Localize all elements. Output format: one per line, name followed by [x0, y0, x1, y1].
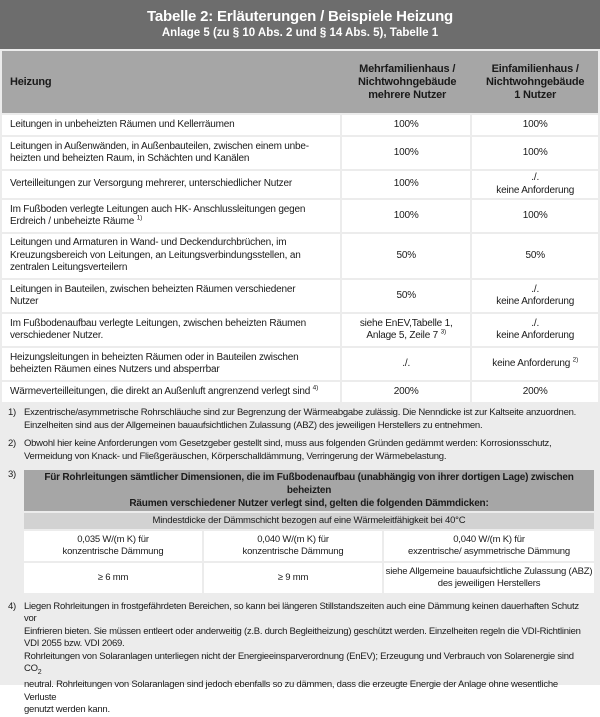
cell-text: 100% — [393, 178, 419, 190]
footnote-text — [24, 438, 592, 463]
sub-heading-line: Räumen verschiedener Nutzer verlegt sind, gelten die folgenden Dämmdicken: — [129, 497, 489, 509]
cell-line — [343, 178, 469, 191]
cell-text: 200% — [522, 385, 548, 397]
cell-line — [343, 119, 469, 132]
table-row — [2, 348, 598, 380]
cell-text: Kreuzungsbereich von Leitungen, an Leitungsverbindungsstellen, an — [10, 249, 301, 261]
row-value-efh — [472, 348, 598, 380]
footnote-line: Obwohl hier keine Anforderungen vom Gesetzgeber gestellt sind, muss aus folgenden Gründen gedämmt werden: Korrosionsschutz, — [24, 438, 552, 449]
footnote-number: 3) — [8, 469, 16, 480]
row-value-efh — [472, 115, 598, 135]
footnote-text — [24, 601, 592, 717]
cell-line: ≥ 6 mm — [97, 571, 129, 583]
cell-line: 0,040 W/(m K) für — [257, 533, 329, 545]
footnote-line: Einzelheiten sind aus der Allgemeinen bauaufsichtlichen Zulassung (ABZ) des jeweiligen Herstellers zu entnehmen. — [24, 419, 483, 431]
cell-text: Verteilleitungen zur Versorgung mehrerer, unterschiedlicher Nutzer — [10, 178, 292, 190]
cell-text: 100% — [393, 209, 419, 221]
row-description — [2, 382, 342, 402]
cell-line — [10, 216, 332, 229]
table-row — [2, 137, 598, 169]
footnote-fragment: Rohrleitungen von Solaranlagen unterliegen nicht der Energieeinsparverordnung (EnEV); Erzeugung und Verbrauch von Solarenergie sind CO — [24, 650, 574, 674]
insulation-table — [2, 49, 598, 404]
row-description — [2, 348, 342, 380]
row-description — [2, 314, 342, 346]
header-mehrfamilienhaus — [342, 51, 472, 113]
cell-text: 100% — [522, 146, 548, 158]
cell-line — [343, 290, 469, 303]
cell-line — [343, 147, 469, 160]
cell-text: 100% — [393, 146, 419, 158]
cell-text: Leitungen und Armaturen in Wand- und Deckendurchbrüchen, im — [10, 237, 287, 249]
row-description — [2, 137, 342, 169]
cell-line: des jeweiligen Herstellers — [437, 577, 541, 589]
cell-line — [10, 262, 332, 275]
footnote-number: 1) — [8, 407, 16, 418]
footnote-1 — [8, 407, 592, 432]
sub-caption-row — [24, 513, 594, 529]
sub-col-value — [384, 563, 594, 593]
title-bar — [0, 0, 600, 49]
cell-text: siehe EnEV,Tabelle 1, — [359, 317, 453, 329]
sub-col-head — [204, 531, 384, 561]
row-description — [2, 200, 342, 232]
cell-text: Nutzer — [10, 296, 39, 307]
footnote-line: Liegen Rohrleitungen in frostgefährdeten Bereichen, so kann bei längeren Stillstandszeiten auch eine Dämmung keinen dauerhaften Schutz vor — [24, 600, 579, 624]
cell-text: Erdreich / unbeheizte Räume — [10, 216, 135, 227]
footnote-number: 4) — [8, 600, 16, 612]
cell-text: Heizungsleitungen in beheizten Räumen oder in Bauteilen zwischen — [10, 351, 299, 363]
cell-text: keine Anforderung — [496, 184, 575, 196]
row-value-efh — [472, 234, 598, 278]
cell-line — [473, 284, 597, 297]
table-title: Tabelle 2: Erläuterungen / Beispiele Heizung — [147, 8, 453, 25]
footnote-ref: 2) — [572, 356, 579, 364]
row-value-mfh — [342, 200, 472, 232]
table-row — [2, 200, 598, 232]
cell-line — [473, 119, 597, 132]
footnote-line: Einfrieren bieten. Sie müssen entleert oder anderweitig (z.B. durch Begleitheizung) geschützt werden. Einzelheiten regeln die VDI-Richtlinien — [24, 625, 581, 637]
cell-line: siehe Allgemeine bauaufsichtliche Zulassung (ABZ) — [385, 565, 593, 577]
cell-line — [473, 250, 597, 263]
row-description — [2, 280, 342, 312]
cell-line: ≥ 9 mm — [277, 571, 309, 583]
header-line: Mehrfamilienhaus / — [359, 62, 456, 75]
table-row — [2, 171, 598, 198]
cell-text: ./. — [531, 172, 540, 183]
row-value-efh — [472, 382, 598, 402]
cell-line — [10, 141, 332, 154]
cell-text: heizten und beheizten Raum, in Schächten und Kanälen — [10, 153, 250, 164]
cell-line — [10, 119, 332, 132]
row-value-mfh — [342, 171, 472, 198]
sub-heading-row — [24, 470, 594, 511]
cell-line — [473, 210, 597, 223]
table-body — [2, 115, 598, 402]
cell-line — [10, 296, 332, 309]
cell-line — [10, 204, 332, 217]
cell-line — [10, 153, 332, 166]
cell-line: 0,035 W/(m K) für — [77, 533, 149, 545]
footnote-text — [24, 407, 592, 432]
cell-line: exzentrische/ asymmetrische Dämmung — [408, 545, 570, 557]
header-line: mehrere Nutzer — [368, 88, 447, 101]
sub-col-head — [24, 531, 204, 561]
footnote-line: Exzentrische/asymmetrische Rohrschläuche sind zur Begrenzung der Wärmeabgabe zulässig. Die Nenndicke ist zur Kaltseite anzuordnen. — [24, 407, 577, 418]
sub-heading-line: Für Rohrleitungen sämtlicher Dimensionen, die im Fußbodenaufbau (unabhängig von ihrer dortigen Lage) zwischen beheizten — [44, 471, 574, 496]
row-value-mfh — [342, 280, 472, 312]
row-description — [2, 234, 342, 278]
footnote-ref: 3) — [440, 328, 446, 336]
cell-line — [343, 250, 469, 263]
footnotes-cont — [0, 601, 600, 717]
sub-col-value — [24, 563, 204, 593]
sub-heading — [24, 470, 594, 511]
cell-line — [10, 178, 332, 191]
row-value-efh — [472, 137, 598, 169]
cell-line — [343, 330, 469, 343]
cell-line — [10, 250, 332, 263]
footnote-line: neutral. Rohrleitungen von Solaranlagen sind jedoch ebenfalls so zu dämmen, dass die erzeugte Energie der Anlage ohne wesentliche Verluste — [24, 679, 558, 703]
cell-text: 50% — [525, 249, 545, 261]
footnote-ref: 1) — [136, 214, 143, 222]
header-line: Einfamilienhaus / — [491, 62, 579, 75]
cell-text: verschiedener Nutzer. — [10, 330, 104, 341]
table-row — [2, 234, 598, 278]
cell-text: beheizten Räumen eines Nutzers und absperrbar — [10, 364, 220, 375]
footnote-4 — [8, 601, 592, 717]
sub-conductivity-row — [24, 531, 594, 561]
cell-text: ./. — [531, 317, 540, 329]
table-subtitle: Anlage 5 (zu § 10 Abs. 2 und § 14 Abs. 5), Tabelle 1 — [161, 27, 439, 39]
cell-text: 100% — [393, 118, 419, 130]
footnote-2 — [8, 438, 592, 463]
sub-col-value — [204, 563, 384, 593]
cell-text: Leitungen in Bauteilen, zwischen beheizten Räumen verschiedener — [10, 283, 296, 295]
cell-line — [473, 318, 597, 331]
cell-line — [10, 284, 332, 297]
cell-text: 100% — [522, 118, 548, 130]
cell-line — [473, 386, 597, 399]
row-value-mfh — [342, 137, 472, 169]
header-line: Nichtwohngebäude — [358, 75, 457, 88]
footnote-line — [24, 651, 592, 680]
header-heizung: Heizung — [2, 51, 342, 113]
cell-line: 0,040 W/(m K) für — [453, 533, 525, 545]
cell-text: Anlage 5, Zeile 7 — [366, 330, 439, 341]
cell-text: 200% — [393, 385, 419, 397]
row-description — [2, 115, 342, 135]
sub-col-head — [384, 531, 594, 561]
cell-line — [343, 386, 469, 399]
sub-caption: Mindestdicke der Dämmschicht bezogen auf eine Wärmeleitfähigkeit bei 40°C — [24, 513, 594, 529]
footnote-ref: 4) — [312, 384, 319, 392]
row-value-mfh — [342, 382, 472, 402]
row-value-mfh — [342, 314, 472, 346]
row-value-efh — [472, 171, 598, 198]
cell-text: zentralen Leitungsverteilern — [10, 262, 128, 274]
insulation-thickness-table — [24, 468, 594, 595]
row-value-efh — [472, 314, 598, 346]
row-value-mfh — [342, 234, 472, 278]
cell-text: ./. — [402, 357, 411, 369]
cell-line — [473, 296, 597, 309]
cell-line — [10, 330, 332, 343]
cell-text: keine Anforderung — [496, 296, 575, 307]
cell-line — [10, 237, 332, 250]
footnote-number: 2) — [8, 438, 16, 449]
cell-line — [343, 318, 469, 331]
header-line: Nichtwohngebäude — [486, 75, 585, 88]
footnote-line: VDI 2055 bzw. VDI 2069. — [24, 638, 125, 649]
cell-line — [10, 352, 332, 365]
footnote-line: genutzt werden kann. — [24, 704, 110, 716]
cell-line — [473, 147, 597, 160]
subscript: 2 — [37, 668, 42, 676]
cell-line — [10, 318, 332, 331]
header-line: 1 Nutzer — [514, 88, 557, 101]
cell-line — [10, 364, 332, 377]
table-row — [2, 280, 598, 312]
cell-text: Leitungen in unbeheizten Räumen und Kellerräumen — [10, 118, 235, 130]
table-row — [2, 382, 598, 402]
cell-line — [473, 358, 597, 371]
cell-text: 50% — [396, 249, 416, 261]
header-einfamilienhaus — [472, 51, 598, 113]
sub-value-row — [24, 563, 594, 593]
row-value-efh — [472, 280, 598, 312]
table-header-row — [2, 51, 598, 113]
cell-line — [473, 330, 597, 343]
table-row — [2, 314, 598, 346]
cell-text: 100% — [522, 209, 548, 221]
cell-line — [343, 210, 469, 223]
row-value-efh — [472, 200, 598, 232]
cell-line — [343, 358, 469, 371]
table-row — [2, 115, 598, 135]
footnote-line: Vermeidung von Knack- und Fließgeräuschen, Körperschalldämmung, Verringerung der Wärmebelastung. — [24, 450, 447, 462]
cell-line — [473, 172, 597, 185]
cell-text: Im Fußbodenaufbau verlegte Leitungen, zwischen beheizten Räumen — [10, 317, 306, 329]
cell-text: Im Fußboden verlegte Leitungen auch HK- Anschlussleitungen gegen — [10, 203, 306, 215]
row-value-mfh — [342, 348, 472, 380]
cell-text: Wärmeverteilleitungen, die direkt an Außenluft angrenzend verlegt sind — [10, 385, 311, 397]
row-value-mfh — [342, 115, 472, 135]
cell-text: keine Anforderung — [496, 330, 575, 341]
cell-line: konzentrische Dämmung — [62, 545, 164, 557]
row-description — [2, 171, 342, 198]
cell-text: Leitungen in Außenwänden, in Außenbauteilen, zwischen einem unbe- — [10, 140, 309, 152]
cell-line — [473, 185, 597, 198]
cell-line — [10, 386, 332, 399]
cell-line: konzentrische Dämmung — [242, 545, 344, 557]
cell-text: ./. — [531, 283, 540, 295]
cell-text: 50% — [396, 289, 416, 301]
cell-text: keine Anforderung — [492, 357, 571, 369]
